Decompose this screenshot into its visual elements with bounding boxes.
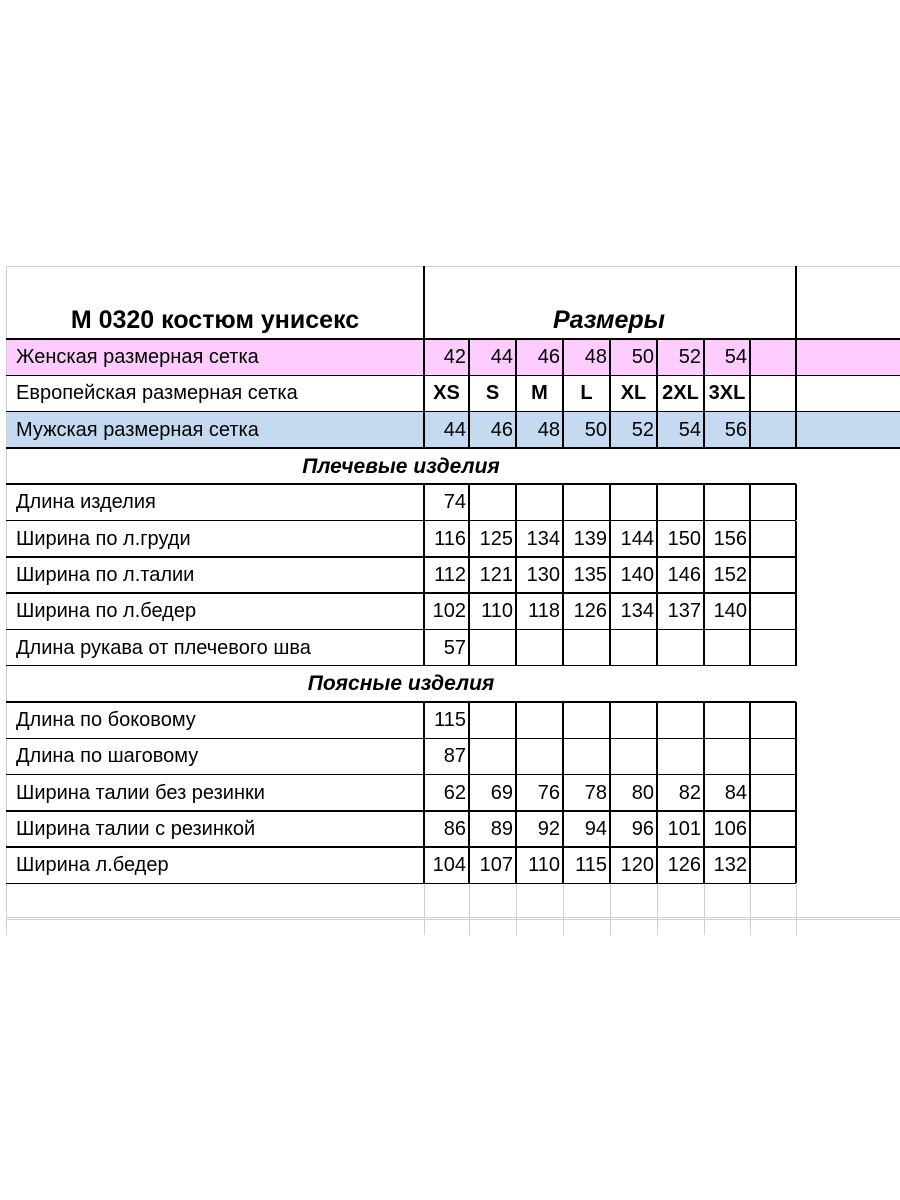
column-border	[609, 484, 611, 520]
measurement-value-cell: 115	[575, 854, 607, 877]
measurement-value-cell: 116	[434, 527, 466, 550]
column-border	[703, 629, 705, 665]
column-border	[609, 811, 611, 847]
column-border	[423, 521, 425, 557]
column-border	[468, 702, 470, 738]
column-border	[468, 847, 470, 883]
column-border	[703, 557, 705, 593]
column-border	[609, 593, 611, 629]
size-value-cell: S	[485, 382, 500, 405]
row-border	[6, 375, 900, 377]
column-border	[749, 557, 751, 593]
measurement-label: Ширина л.бедер	[16, 854, 169, 877]
column-border	[562, 339, 564, 375]
column-border	[795, 593, 797, 629]
column-border	[795, 557, 797, 593]
measurement-value-cell: 135	[573, 563, 607, 586]
column-border	[656, 593, 658, 629]
measurement-value-cell: 89	[490, 818, 513, 841]
measurement-value-cell: 134	[526, 527, 560, 550]
column-border	[423, 484, 425, 520]
measurement-value-cell	[469, 629, 516, 665]
column-border	[515, 738, 517, 774]
measurement-value-cell: 104	[432, 854, 466, 877]
measurement-value-cell	[516, 629, 563, 665]
measurement-value-cell: 144	[620, 527, 654, 550]
row-border	[6, 447, 900, 449]
column-border	[703, 593, 705, 629]
size-value-cell: M	[531, 382, 548, 405]
size-value-cell: 54	[724, 346, 747, 369]
size-value-cell: 54	[678, 418, 701, 441]
size-value-cell: 44	[490, 346, 513, 369]
row-border	[6, 483, 796, 485]
row-border	[6, 520, 796, 522]
section-title: Поясные изделия	[307, 672, 495, 696]
measurement-value-cell: 156	[713, 527, 747, 550]
column-border	[468, 629, 470, 665]
size-row-label: Женская размерная сетка	[16, 346, 259, 369]
row-border	[6, 701, 796, 703]
column-border	[749, 339, 751, 375]
column-border	[703, 521, 705, 557]
measurement-value-cell	[704, 738, 750, 774]
gridline	[750, 884, 751, 936]
column-border	[795, 811, 797, 847]
column-border	[795, 629, 797, 665]
row-border	[6, 774, 796, 776]
measurement-value-cell: 101	[667, 818, 701, 841]
column-border	[515, 521, 517, 557]
gridline	[516, 884, 517, 936]
size-value-cell: 50	[584, 418, 607, 441]
measurement-value-cell	[563, 484, 610, 520]
column-border	[515, 412, 517, 448]
column-border	[562, 375, 564, 411]
row-border	[6, 592, 796, 594]
measurement-label: Длина по боковому	[16, 709, 196, 732]
measurement-value-cell: 80	[631, 781, 654, 804]
column-border	[609, 339, 611, 375]
column-border	[656, 521, 658, 557]
measurement-value-cell: 107	[479, 854, 513, 877]
column-border	[515, 847, 517, 883]
size-value-cell: 46	[537, 346, 560, 369]
measurement-value-cell: 132	[713, 854, 747, 877]
column-border	[656, 375, 658, 411]
measurement-label: Ширина по л.груди	[16, 527, 191, 550]
measurement-label: Ширина по л.бедер	[16, 600, 197, 623]
measurement-value-cell	[657, 629, 704, 665]
measurement-value-cell: 86	[443, 818, 466, 841]
measurement-value-cell: 78	[584, 781, 607, 804]
measurement-value-cell: 76	[537, 781, 560, 804]
measurement-value-cell	[610, 484, 657, 520]
row-border	[6, 556, 796, 558]
measurement-value-cell: 84	[724, 781, 747, 804]
column-border	[749, 412, 751, 448]
size-value-cell: 46	[490, 418, 513, 441]
column-border	[749, 738, 751, 774]
measurement-value-cell: 125	[479, 527, 513, 550]
column-border	[749, 811, 751, 847]
column-border	[749, 775, 751, 811]
measurement-value-cell	[610, 629, 657, 665]
chart-title: М 0320 костюм унисекс	[70, 305, 360, 334]
measurement-value-cell	[563, 738, 610, 774]
size-value-cell: 48	[537, 418, 560, 441]
column-border	[562, 412, 564, 448]
column-border	[423, 847, 425, 883]
column-border	[609, 629, 611, 665]
size-value-cell: XS	[433, 382, 460, 405]
column-border	[795, 412, 797, 448]
gridline	[6, 266, 7, 935]
column-border	[749, 375, 751, 411]
measurement-value-cell	[657, 738, 704, 774]
measurement-label: Ширина талии без резинки	[16, 781, 265, 804]
column-border	[423, 375, 425, 411]
measurement-value-cell: 74	[443, 491, 466, 514]
column-border	[468, 484, 470, 520]
row-border	[6, 629, 796, 631]
gridline	[6, 266, 900, 267]
gridline	[563, 884, 564, 936]
column-border	[515, 702, 517, 738]
measurement-label: Ширина талии с резинкой	[16, 818, 256, 841]
sizes-header: Размеры	[552, 305, 666, 334]
gridline	[796, 884, 797, 936]
measurement-value-cell: 102	[432, 600, 466, 623]
measurement-value-cell	[704, 629, 750, 665]
measurement-value-cell	[563, 629, 610, 665]
column-border	[795, 847, 797, 883]
size-value-cell: 52	[631, 418, 654, 441]
column-border	[468, 811, 470, 847]
measurement-value-cell	[469, 702, 516, 738]
measurement-label: Длина по шаговому	[16, 745, 199, 768]
measurement-value-cell: 118	[528, 600, 560, 623]
measurement-value-cell: 139	[573, 527, 607, 550]
measurement-value-cell	[610, 738, 657, 774]
size-value-cell: 42	[443, 346, 466, 369]
column-border	[656, 847, 658, 883]
column-border	[562, 702, 564, 738]
column-border	[703, 775, 705, 811]
row-border	[6, 810, 796, 812]
size-value-cell: 56	[724, 418, 747, 441]
measurement-label: Длина рукава от плечевого шва	[16, 636, 311, 659]
column-border	[703, 847, 705, 883]
measurement-value-cell	[516, 702, 563, 738]
gridline	[610, 884, 611, 936]
column-border	[562, 847, 564, 883]
measurement-value-cell: 146	[667, 563, 701, 586]
size-row-label: Мужская размерная сетка	[16, 418, 259, 441]
measurement-value-cell: 106	[713, 818, 747, 841]
row-border	[6, 411, 900, 413]
measurement-value-cell: 137	[667, 600, 701, 623]
measurement-label: Ширина по л.талии	[16, 563, 195, 586]
column-border	[515, 593, 517, 629]
measurement-value-cell: 62	[443, 781, 466, 804]
column-border	[423, 412, 425, 448]
column-border	[795, 702, 797, 738]
column-border	[468, 375, 470, 411]
size-row-label: Европейская размерная сетка	[16, 382, 298, 405]
measurement-value-cell: 150	[667, 527, 701, 550]
row-border	[6, 665, 796, 667]
measurement-value-cell: 115	[434, 709, 466, 732]
column-border	[656, 412, 658, 448]
column-border	[562, 521, 564, 557]
measurement-value-cell: 57	[443, 636, 466, 659]
size-value-cell: 50	[631, 346, 654, 369]
column-border	[515, 375, 517, 411]
row-border	[6, 738, 796, 740]
gridline	[6, 917, 900, 918]
measurement-value-cell	[516, 738, 563, 774]
size-value-cell: 3XL	[708, 382, 746, 405]
column-border	[749, 847, 751, 883]
row-border	[6, 338, 900, 340]
column-border	[423, 593, 425, 629]
column-border	[795, 775, 797, 811]
column-border	[795, 339, 797, 375]
column-border	[423, 811, 425, 847]
column-border	[703, 412, 705, 448]
measurement-value-cell: 82	[678, 781, 701, 804]
measurement-value-cell: 87	[443, 745, 466, 768]
column-border	[423, 266, 425, 339]
measurement-value-cell: 94	[584, 818, 607, 841]
column-border	[562, 593, 564, 629]
measurement-value-cell: 140	[713, 600, 747, 623]
column-border	[562, 629, 564, 665]
column-border	[609, 521, 611, 557]
measurement-value-cell: 69	[490, 781, 513, 804]
column-border	[609, 847, 611, 883]
gridline	[469, 884, 470, 936]
size-value-cell: 52	[678, 346, 701, 369]
column-border	[656, 629, 658, 665]
column-border	[795, 266, 797, 339]
row-border	[6, 883, 796, 885]
column-border	[609, 412, 611, 448]
column-border	[468, 339, 470, 375]
section-title: Плечевые изделия	[302, 454, 500, 478]
measurement-value-cell: 130	[526, 563, 560, 586]
column-border	[515, 811, 517, 847]
measurement-value-cell	[516, 484, 563, 520]
column-border	[749, 593, 751, 629]
size-value-cell: 44	[443, 418, 466, 441]
column-border	[423, 738, 425, 774]
column-border	[423, 629, 425, 665]
column-border	[515, 629, 517, 665]
column-border	[656, 339, 658, 375]
column-border	[703, 811, 705, 847]
column-border	[703, 375, 705, 411]
column-border	[609, 738, 611, 774]
measurement-value-cell	[469, 738, 516, 774]
column-border	[609, 775, 611, 811]
measurement-value-cell: 121	[479, 563, 513, 586]
column-border	[609, 375, 611, 411]
measurement-value-cell: 110	[528, 854, 560, 877]
measurement-value-cell: 110	[481, 600, 513, 623]
column-border	[515, 557, 517, 593]
gridline	[657, 884, 658, 936]
column-border	[562, 811, 564, 847]
column-border	[656, 484, 658, 520]
column-border	[795, 738, 797, 774]
measurement-label: Длина изделия	[16, 491, 156, 514]
measurement-value-cell: 112	[434, 563, 466, 586]
column-border	[562, 484, 564, 520]
column-border	[703, 339, 705, 375]
column-border	[562, 557, 564, 593]
measurement-value-cell: 126	[667, 854, 701, 877]
column-border	[423, 557, 425, 593]
column-border	[795, 375, 797, 411]
column-border	[515, 775, 517, 811]
measurement-value-cell: 140	[620, 563, 654, 586]
column-border	[468, 412, 470, 448]
column-border	[609, 702, 611, 738]
column-border	[423, 775, 425, 811]
column-border	[423, 702, 425, 738]
measurement-value-cell: 126	[573, 600, 607, 623]
column-border	[656, 702, 658, 738]
column-border	[656, 811, 658, 847]
measurement-value-cell	[610, 702, 657, 738]
column-border	[468, 775, 470, 811]
measurement-value-cell	[563, 702, 610, 738]
column-border	[468, 593, 470, 629]
size-value-cell: L	[580, 382, 593, 405]
measurement-value-cell	[657, 702, 704, 738]
column-border	[423, 339, 425, 375]
measurement-value-cell: 134	[620, 600, 654, 623]
column-border	[795, 484, 797, 520]
gridline	[6, 919, 900, 920]
measurement-value-cell	[704, 702, 750, 738]
gridline	[704, 884, 705, 936]
size-value-cell: 48	[584, 346, 607, 369]
column-border	[562, 775, 564, 811]
column-border	[656, 557, 658, 593]
column-border	[703, 702, 705, 738]
column-border	[749, 484, 751, 520]
measurement-value-cell: 96	[631, 818, 654, 841]
column-border	[468, 738, 470, 774]
column-border	[656, 738, 658, 774]
column-border	[749, 702, 751, 738]
column-border	[515, 484, 517, 520]
size-value-cell: XL	[620, 382, 647, 405]
column-border	[515, 339, 517, 375]
column-border	[562, 738, 564, 774]
measurement-value-cell	[469, 484, 516, 520]
row-border	[6, 846, 796, 848]
column-border	[703, 484, 705, 520]
size-value-cell: 2XL	[662, 382, 699, 405]
column-border	[468, 521, 470, 557]
measurement-value-cell	[704, 484, 750, 520]
measurement-value-cell: 152	[713, 563, 747, 586]
column-border	[795, 521, 797, 557]
column-border	[703, 738, 705, 774]
column-border	[749, 521, 751, 557]
measurement-value-cell: 92	[537, 818, 560, 841]
column-border	[468, 557, 470, 593]
gridline	[424, 884, 425, 936]
column-border	[749, 629, 751, 665]
measurement-value-cell: 120	[620, 854, 654, 877]
column-border	[656, 775, 658, 811]
column-border	[609, 557, 611, 593]
measurement-value-cell	[657, 484, 704, 520]
